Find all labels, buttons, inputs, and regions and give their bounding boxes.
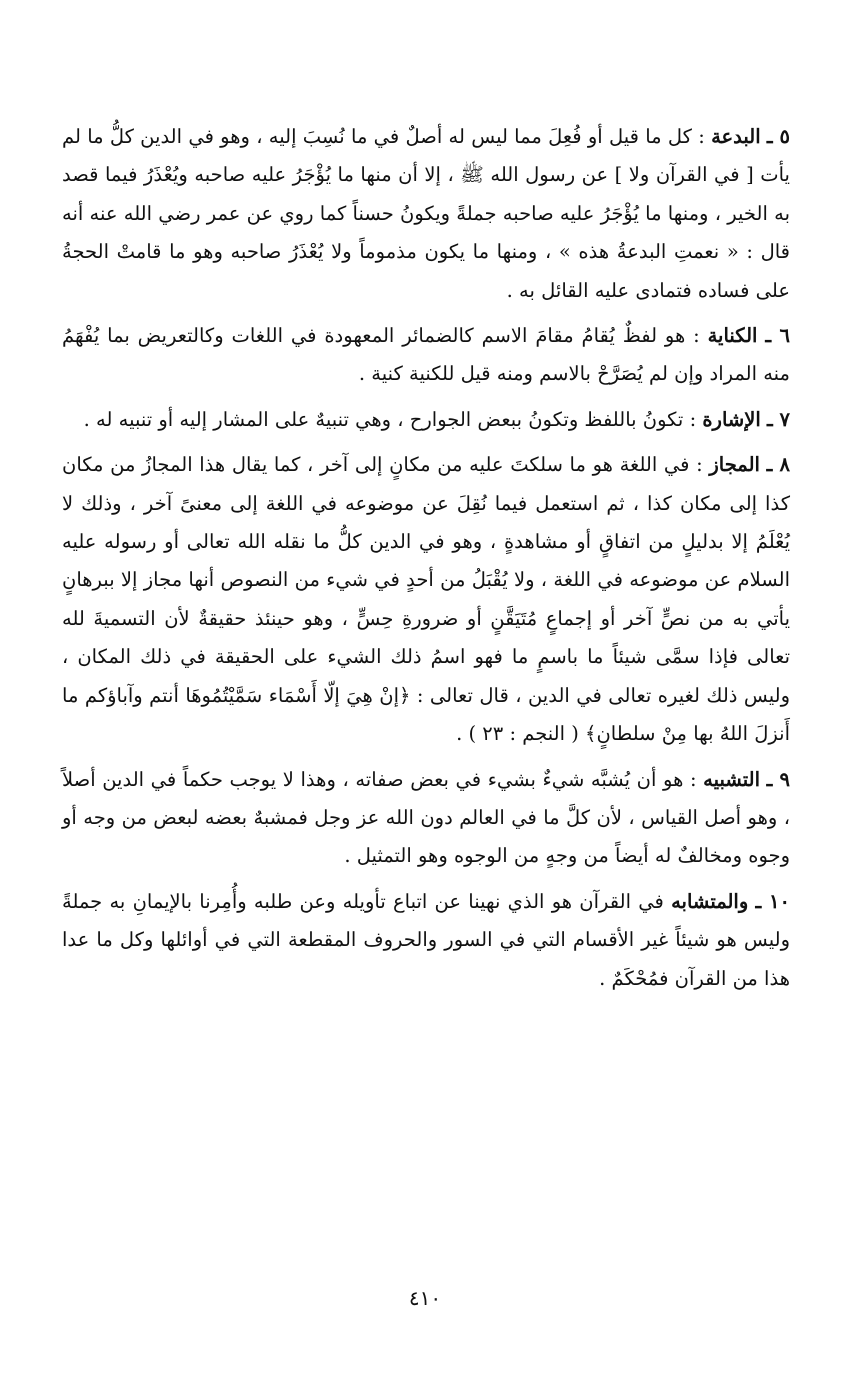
entry-body: : هو أن يُشبَّه شيءٌ بشيء في بعض صفاته ، وهذا لا يوجب حكماً في الدين أصلاً ، وهو أصل القياس ، لأن كلَّ ما في العالم دون الله عز وجل فمشبهٌ بعضه لبعض من وجه أو وجوه ومخالفٌ له أيضاً من وجهٍ من الوجوه وهو التمثيل .	[62, 767, 790, 868]
page-number: ٤١٠	[408, 1286, 442, 1310]
entry-body: : تكونُ باللفظ وتكونُ ببعض الجوارح ، وهي تنبيهٌ على المشار إليه أو تنبيه له .	[83, 407, 703, 431]
entry-number: ٦ ـ	[765, 324, 790, 348]
entry-term: الكناية	[707, 324, 758, 348]
entry-term: المجاز	[709, 453, 760, 477]
entry-isharah	[62, 401, 790, 439]
entry-mutashabih	[62, 883, 790, 998]
entry-majaz	[62, 446, 790, 753]
entry-term: البدعة	[711, 125, 761, 148]
entry-term: الإشارة	[702, 407, 761, 431]
entry-term: التشبيه	[703, 767, 760, 791]
entry-term: والمتشابه	[671, 889, 749, 913]
entry-tashbih	[62, 761, 790, 876]
entry-body: : في اللغة هو ما سلكتَ عليه من مكانٍ إلى آخر ، كما يقال هذا المجازُ من مكان كذا إلى مكان كذا ، ثم استعمل فيما نُقِلَ عن موضوعه في اللغة إلى معنىً آخر ، وذلك لا يُعْلَمُ إلا بدليلٍ من اتفاقٍ أو مشاهدةٍ ، وهو في الدين كلُّ ما نقله الله تعالى أو رسوله عليه السلام عن موضوعه في اللغة ، ولا يُقْبَلُ من أحدٍ في شيء من النصوص أنها مجاز إلا ببرهانٍ يأتي به من نصٍّ آخر أو إجماعٍ مُتَيَقَّنٍ أو ضرورةِ حِسٍّ ، وهو حينئذ حقيقةٌ لأن التسميةَ لله تعالى فإذا سمَّى شيئاً ما باسمٍ ما فهو اسمُ ذلك الشيء على الحقيقة في ذلك المكان ، وليس ذلك لغيره تعالى في الدين ، قال تعالى : ﴿إنْ هِيَ إلّا أَسْمَاء سَمَّيْتُمُوهَا أنتم وآباؤكم ما أَنزلَ اللهُ بها مِنْ سلطانٍ﴾ ( النجم : ٢٣ ) .	[62, 453, 790, 746]
entry-number: ٨ ـ	[766, 453, 791, 477]
page-body	[62, 118, 790, 998]
entry-body: : كل ما قيل أو فُعِلَ مما ليس له أصلٌ في ما نُسِبَ إليه ، وهو في الدين كلُّ ما لم يأت [ في القرآن ولا ] عن رسول الله ﷺ ، إلا أن منها ما يُؤْجَرُ عليه صاحبه ويُعْذَرُ فيما قصد به الخير ، ومنها ما يُؤْجَرُ عليه صاحبه جملةً ويكونُ حسناً كما روي عن عمر رضي الله عنه أنه قال : « نعمتِ البدعةُ هذه » ، ومنها ما يكون مذموماً ولا يُعْذَرُ صاحبه وهو ما قامتْ الحجةُ على فساده فتمادى عليه القائل به .	[62, 125, 790, 302]
entry-body: في القرآن هو الذي نهينا عن اتباع تأويله وعن طلبه وأُمِرنا بالإيمانِ به جملةً وليس هو شيئاً غير الأقسام التي في السور والحروف المقطعة التي في أوائلها وكل ما عدا هذا من القرآن فمُحْكَمٌ .	[62, 889, 790, 990]
entry-number: ٩ ـ	[766, 767, 790, 791]
entry-kinayah	[62, 317, 790, 394]
entry-number: ١٠ ـ	[755, 889, 790, 913]
entry-number: ٥ ـ	[766, 125, 790, 148]
entry-number: ٧ ـ	[767, 407, 790, 431]
entry-body: : هو لفظٌ يُقامُ مقامَ الاسم كالضمائر المعهودة في اللغات وكالتعريض بما يُفْهَمُ منه المراد وإن لم يُصَرَّحْ بالاسم ومنه قيل للكنية كنية .	[62, 324, 790, 386]
entry-bidah	[62, 118, 790, 310]
